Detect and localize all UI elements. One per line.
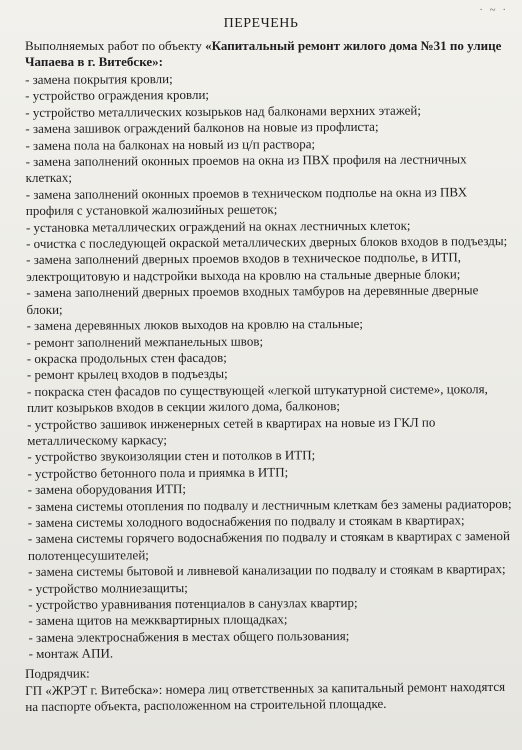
work-item: - устройство молниезащиты; <box>28 579 188 596</box>
work-item: - замена заполнений дверных проемов входов в техническое подполье, в ИТП, электрощитовую и надстройки выхода на кровлю на стальные дверные блоки; <box>26 249 462 284</box>
intro-prefix: Выполняемых работ по объекту <box>25 38 206 53</box>
work-item: - замена щитов на межквартирных площадках; <box>28 611 288 629</box>
work-item: - замена покрытия кровли; <box>25 71 173 87</box>
work-item: - замена зашивок ограждений балконов на новые из профлиста; <box>25 119 379 137</box>
work-item: - замена заполнений дверных проемов входных тамбуров на деревянные дверные блоки; <box>26 282 479 317</box>
work-item: - покраска стен фасадов по существующей «легкой штукатурной системе», цоколя, плит козырьков входов в секции жилого дома, балконов; <box>26 380 488 416</box>
work-item: - замена системы отопления по подвалу и лестничным клеткам без замены радиаторов; <box>27 495 512 514</box>
work-item: - замена заполнений оконных проемов в техническом подполье на окна из ПВХ профиля с установкой жалюзийных решеток; <box>25 184 468 219</box>
work-item: - замена оборудования ИТП; <box>27 481 187 498</box>
work-item: - устройство металлических козырьков над балконами верхних этажей; <box>25 102 421 120</box>
corner-marks: · ~ · <box>479 4 508 16</box>
work-item: - замена системы бытовой и ливневой канализации по подвалу и стоякам в квартирах; <box>28 561 506 580</box>
contractor-section <box>25 662 509 716</box>
document-title: ПЕРЕЧЕНЬ <box>223 16 299 31</box>
work-item: - окраска продольных стен фасадов; <box>26 349 227 366</box>
work-item: - устройство уравнивания потенциалов в санузлах квартир; <box>28 594 358 612</box>
work-item: - устройство звукоизоляции стен и потолков в ИТП; <box>27 447 316 465</box>
work-item: - замена системы холодного водоснабжения по подвалу и стоякам в квартирах; <box>27 512 465 530</box>
work-item: - устройство бетонного пола и приямка в ИТП; <box>27 464 289 481</box>
work-item: - очистка с последующей окраской металлических дверных блоков входов в подъезды; <box>26 233 508 252</box>
work-item: - ремонт заполнений межпанельных швов; <box>26 333 264 350</box>
work-item: - замена пола на балконах на новый из ц/п раствора; <box>25 135 316 153</box>
contractor-text: ГП «ЖРЭТ г. Витебска»: номера лиц ответственных за капитальный ремонт находятся на паспорте объекта, расположенном на строительной площадке. <box>25 678 506 714</box>
work-item: - монтаж АПИ. <box>28 645 114 662</box>
document-intro <box>25 38 509 71</box>
object-name: «Капитальный ремонт жилого дома №31 по улице Чапаева в г. Витебске»: <box>25 38 502 70</box>
work-item: - установка металлических ограждений на окнах лестничных клеток; <box>25 217 411 235</box>
work-item: - замена электроснабжения в местах общего пользования; <box>28 627 350 645</box>
work-item: - устройство зашивок инженерных сетей в квартирах на новые из ГКЛ по металлическому каркасу; <box>27 414 436 448</box>
work-item: - замена заполнений оконных проемов на окна из ПВХ профиля на лестничных клетках; <box>25 151 467 186</box>
work-item: - замена деревянных люков выходов на кровлю на стальные; <box>26 316 363 334</box>
works-list <box>25 69 519 663</box>
work-item: - устройство ограждения кровли; <box>25 87 210 104</box>
work-item: - замена системы горячего водоснабжения по подвалу и стоякам в квартирах с заменой полотенцесушителей; <box>27 528 511 563</box>
work-item: - ремонт крылец входов в подъезды; <box>26 366 228 383</box>
contractor-label: Подрядчик: <box>25 665 90 681</box>
